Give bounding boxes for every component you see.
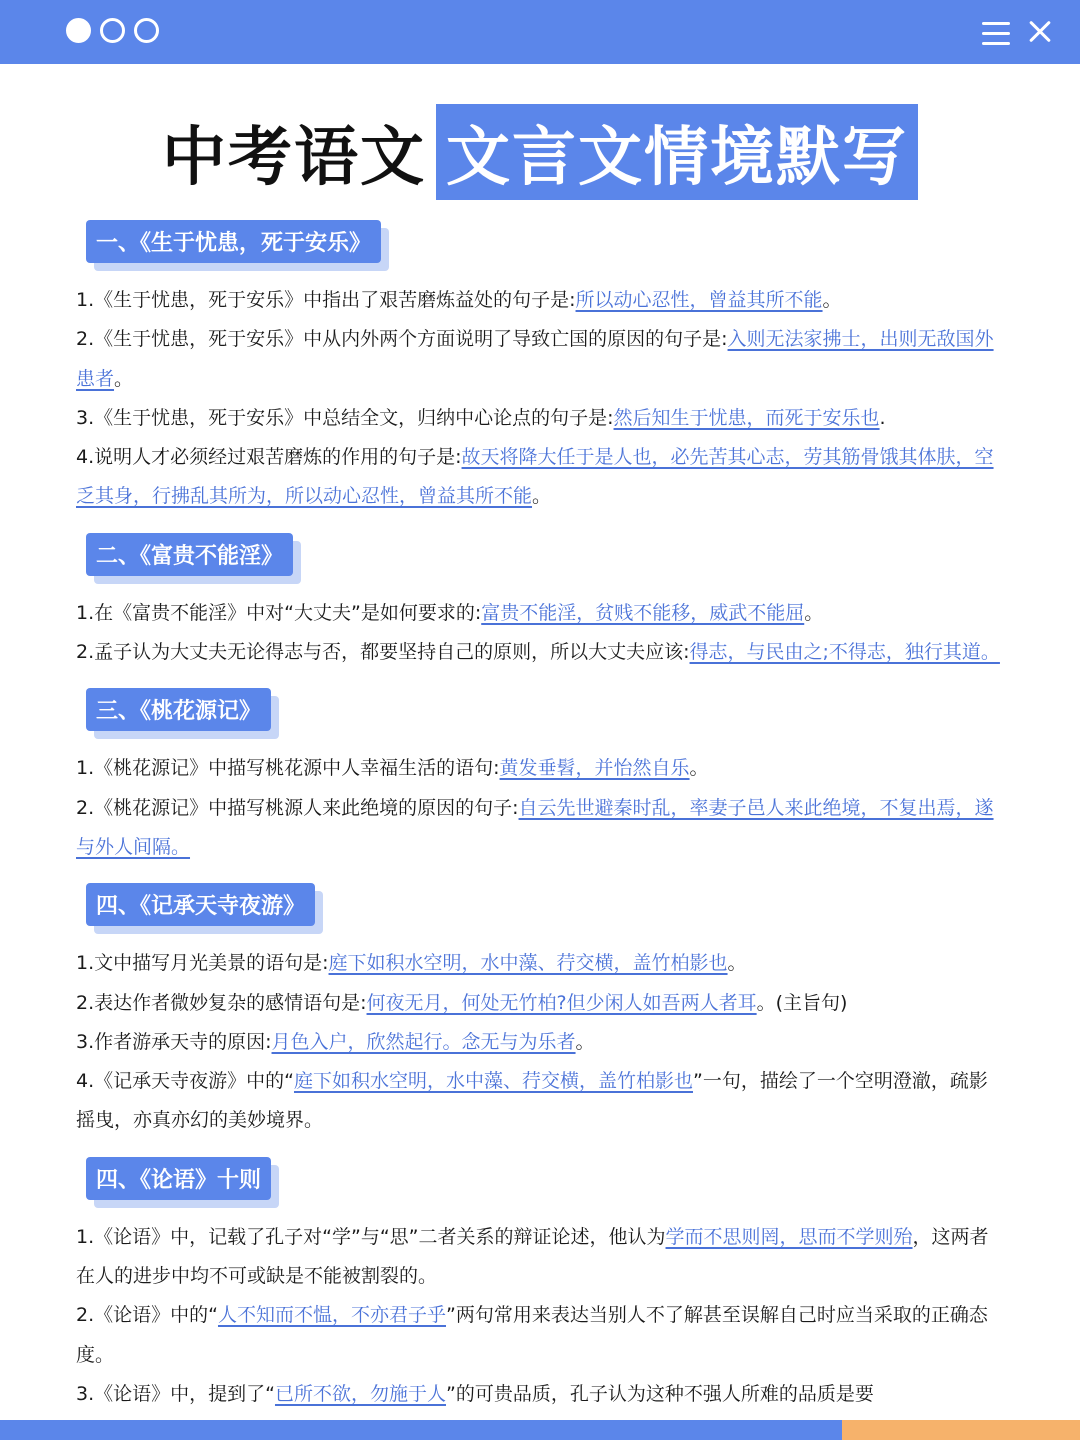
question-item — [76, 1218, 1006, 1297]
window-dots — [66, 18, 159, 43]
section-heading: 一、《生于忧患，死于安乐》 — [86, 220, 381, 263]
question-suffix: . — [879, 406, 886, 429]
question-suffix: 。 — [532, 485, 552, 508]
question-item — [76, 1296, 1006, 1375]
answer-text: 黄发垂髫，并怡然自乐 — [499, 757, 690, 780]
dot-icon — [100, 18, 125, 43]
close-icon[interactable] — [1026, 18, 1054, 46]
question-text: 2.孟子认为大丈夫无论得志与否，都要坚持自己的原则，所以大丈夫应该: — [76, 641, 690, 664]
hamburger-icon[interactable] — [982, 22, 1010, 46]
question-text: 4.《记承天寺夜游》中的“ — [76, 1070, 294, 1093]
question-item — [76, 594, 1006, 633]
question-text: 1.《桃花源记》中描写桃花源中人幸福生活的语句: — [76, 757, 500, 780]
section-items — [76, 1218, 1006, 1414]
content-area — [76, 220, 1006, 1430]
question-text: 1.《生于忧患，死于安乐》中指出了艰苦磨炼益处的句子是: — [76, 289, 576, 311]
question-item — [76, 633, 1006, 672]
title-part1: 中考语文 — [162, 121, 426, 195]
question-suffix: 。(主旨句) — [756, 991, 848, 1014]
section-items — [76, 594, 1006, 673]
answer-text: 故天将降大任于是人也，必先苦其心志，劳其筋骨饿其体肤，空乏其身，行拂乱其所为，所以动心忍性，曾益其所不能 — [76, 446, 994, 508]
question-item — [76, 399, 1006, 438]
title-part2: 文言文情境默写 — [436, 104, 918, 200]
question-suffix: ，这两者在人的进步中均不可或缺是不能被割裂的。 — [76, 1225, 989, 1288]
page-title — [0, 104, 1080, 200]
question-suffix: ”一句，描绘了一个空明澄澈，疏影摇曳，亦真亦幻的美妙境界。 — [76, 1070, 988, 1132]
question-suffix: 。 — [822, 289, 842, 311]
question-text: 3.《生于忧患，死于安乐》中总结全文，归纳中心论点的句子是: — [76, 406, 614, 429]
question-text: 2.表达作者微妙复杂的感情语句是: — [76, 991, 367, 1014]
answer-text: 所以动心忍性，曾益其所不能 — [575, 289, 823, 311]
answer-text: 入则无法家拂士，出则无敌国外患者 — [76, 328, 994, 390]
bottom-bar-blue — [0, 1420, 842, 1440]
question-text: 3.作者游承天寺的原因: — [76, 1030, 272, 1053]
section-heading: 四、《论语》十则 — [86, 1157, 271, 1200]
answer-text: 庭下如积水空明，水中藻、荇交横，盖竹柏影也 — [293, 1070, 693, 1093]
section-items — [76, 944, 1006, 1140]
question-text: 1.文中描写月光美景的语句是: — [76, 952, 329, 975]
question-text: 4.说明人才必须经过艰苦磨炼的作用的句子是: — [76, 446, 462, 469]
answer-text: 庭下如积水空明，水中藻、荇交横，盖竹柏影也 — [328, 952, 728, 975]
answer-text: 自云先世避秦时乱，率妻子邑人来此绝境，不复出焉，遂与外人间隔。 — [76, 796, 994, 858]
question-item — [76, 1375, 1006, 1414]
question-suffix: 。 — [727, 952, 747, 975]
answer-text: 学而不思则罔，思而不学则殆 — [665, 1225, 913, 1248]
question-item — [76, 281, 1006, 320]
section-heading: 二、《富贵不能淫》 — [86, 533, 293, 576]
top-bar — [0, 0, 1080, 64]
question-text: 3.《论语》中，提到了“ — [76, 1382, 275, 1405]
answer-text: 得志，与民由之;不得志，独行其道。 — [689, 641, 1000, 664]
question-item — [76, 1062, 1006, 1141]
answer-text: 月色入户，欣然起行。念无与为乐者 — [271, 1030, 576, 1053]
question-text: 1.《论语》中，记载了孔子对“学”与“思”二者关系的辩证论述，他认为 — [76, 1225, 666, 1248]
answer-text: 然后知生于忧患，而死于安乐也 — [613, 406, 880, 429]
section-heading: 四、《记承天寺夜游》 — [86, 883, 315, 926]
question-text: 1.在《富贵不能淫》中对“大丈夫”是如何要求的: — [76, 601, 482, 624]
question-text: 2.《桃花源记》中描写桃源人来此绝境的原因的句子: — [76, 796, 519, 819]
question-item — [76, 789, 1006, 868]
dot-icon — [134, 18, 159, 43]
answer-text: 人不知而不愠，不亦君子乎 — [217, 1304, 446, 1327]
question-suffix: 。 — [575, 1030, 595, 1053]
section-items — [76, 749, 1006, 867]
question-item — [76, 984, 1006, 1023]
section-items — [76, 281, 1006, 517]
answer-text: 富贵不能淫，贫贱不能移，威武不能屈 — [481, 601, 805, 624]
section-heading: 三、《桃花源记》 — [86, 688, 271, 731]
question-item — [76, 438, 1006, 517]
bottom-bar-orange — [842, 1420, 1080, 1440]
question-suffix: ”两句常用来表达当别人不了解甚至误解自己时应当采取的正确态度。 — [76, 1304, 988, 1366]
question-item — [76, 320, 1006, 399]
answer-text: 何夜无月，何处无竹柏?但少闲人如吾两人者耳 — [366, 991, 757, 1014]
question-text: 2.《论语》中的“ — [76, 1304, 218, 1327]
question-suffix: ”的可贵品质，孔子认为这种不强人所难的品质是要 — [446, 1382, 874, 1405]
question-text: 2.《生于忧患，死于安乐》中从内外两个方面说明了导致亡国的原因的句子是: — [76, 328, 728, 351]
question-suffix: 。 — [689, 757, 709, 780]
question-item — [76, 944, 1006, 983]
dot-icon — [66, 18, 91, 43]
question-item — [76, 749, 1006, 788]
answer-text: 已所不欲，勿施于人 — [274, 1382, 446, 1405]
bottom-bar — [0, 1420, 1080, 1440]
question-suffix: 。 — [114, 367, 134, 390]
question-suffix: 。 — [804, 601, 824, 624]
question-item — [76, 1023, 1006, 1062]
